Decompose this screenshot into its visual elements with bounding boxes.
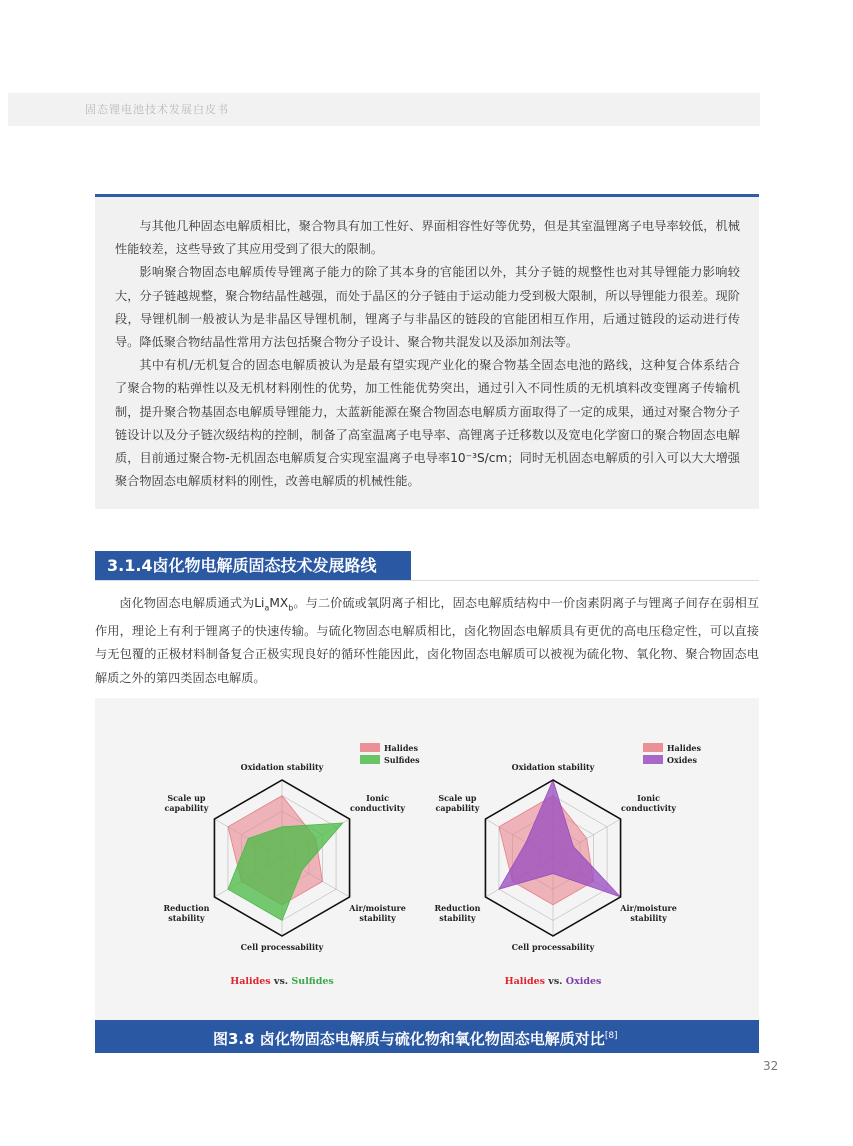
box-text: [115, 215, 740, 493]
axis-label: Scale up: [438, 793, 477, 803]
axis-label: conductivity: [621, 803, 677, 813]
formula-sub-a: a: [264, 603, 270, 613]
figure-caption-ref: [8]: [604, 1031, 618, 1041]
box-paragraph-1: 与其他几种固态电解质相比，聚合物具有加工性好、界面相容性好等优势，但是其室温锂离子电导率较低，机械性能较差，这些导致了其应用受到了很大的限制。: [115, 219, 740, 257]
axis-label: stability: [359, 913, 396, 923]
axis-label: Reduction: [434, 903, 481, 913]
chart-subtitle-part: Sulfides: [291, 976, 334, 987]
axis-label: Air/moisture: [349, 903, 406, 913]
axis-label: Reduction: [163, 903, 210, 913]
axis-label: Cell processability: [240, 942, 324, 952]
chart-subtitle: [505, 976, 602, 987]
chart-subtitle: [230, 976, 334, 987]
formula: [254, 596, 294, 613]
radar-charts-figure: [95, 698, 759, 1020]
legend-swatch: [643, 743, 663, 752]
formula-sub-b: b: [288, 603, 294, 613]
body-text: [95, 592, 759, 690]
axis-label: Ionic: [637, 793, 660, 803]
axis-label: Oxidation stability: [240, 762, 324, 772]
legend-label: Oxides: [667, 755, 697, 765]
chart-subtitle-part: vs.: [270, 976, 292, 987]
legend-label: Halides: [667, 743, 702, 753]
axis-label: Oxidation stability: [511, 762, 595, 772]
chart-subtitle-part: Halides: [504, 976, 545, 987]
formula-li: Li: [254, 596, 265, 610]
section-title-tail: [408, 551, 411, 580]
formula-mx: MX: [269, 596, 289, 610]
body-text-after-formula: 。与二价硫或氧阴离子相比，固态电解质结构中一价卤素阴离子与锂离子间存在弱相互作用，理论上有利于锂离子的快速传输。与硫化物固态电解质相比，卤化物固态电解质具有更优的高电压稳定性，可以直接与无包覆的正极材料制备复合正极实现良好的循环性能因此，卤化物固态电解质可以被视为硫化物、氧化物、聚合物固态电解质之外的第四类固态电解质。: [95, 596, 760, 685]
axis-label: Ionic: [366, 793, 389, 803]
axis-label: Cell processability: [511, 942, 595, 952]
axis-label: stability: [439, 913, 476, 923]
figure-caption-text: 图3.8 卤化物固态电解质与硫化物和氧化物固态电解质对比: [213, 1030, 605, 1048]
legend-swatch: [360, 755, 380, 764]
axis-label: stability: [168, 913, 205, 923]
legend-label: Sulfides: [384, 755, 420, 765]
body-paragraph: [95, 592, 759, 690]
section-underline: [95, 580, 759, 581]
chart-subtitle-part: vs.: [545, 976, 566, 987]
axis-label: conductivity: [350, 803, 406, 813]
radar-chart-1: [163, 743, 420, 987]
legend-swatch: [360, 743, 380, 752]
section-title: 3.1.4卤化物电解质固态技术发展路线: [95, 551, 408, 580]
page-number: 32: [763, 1059, 779, 1073]
body-text-before-formula: 卤化物固态电解质通式为: [119, 596, 255, 610]
axis-label: capability: [164, 803, 209, 813]
box-paragraph-3: 其中有机/无机复合的固态电解质被认为是最有望实现产业化的聚合物基全固态电池的路线，这种复合体系结合了聚合物的粘弹性以及无机材料刚性的优势，加工性能优势突出，通过引入不同性质的无机填料改变锂离子传输机制，提升聚合物基固态电解质导锂能力，太蓝新能源在聚合物固态电解质方面取得了一定的成果，通过对聚合物分子链设计以及分子链次级结构的控制，制备了高室温离子电导率、高锂离子迁移数以及宽电化学窗口的聚合物固态电解质，目前通过聚合物-无机固态电解质复合实现室温离子电导率10⁻³S/cm；同时无机固态电解质的引入可以大大增强聚合物固态电解质材料的刚性，改善电解质的机械性能。: [115, 358, 740, 489]
legend-label: Halides: [384, 743, 419, 753]
legend-swatch: [643, 755, 663, 764]
box-paragraph-2: 影响聚合物固态电解质传导锂离子能力的除了其本身的官能团以外，其分子链的规整性也对其导锂能力影响较大，分子链越规整，聚合物结晶性越强，而处于晶区的分子链由于运动能力受到极大限制，所以导锂能力很差。现阶段，导锂机制一般被认为是非晶区导锂机制，锂离子与非晶区的链段的官能团相互作用，后通过链段的运动进行传导。降低聚合物结晶性常用方法包括聚合物分子设计、聚合物共混发以及添加剂法等。: [115, 265, 740, 350]
running-header-title: 固态锂电池技术发展白皮书: [85, 103, 229, 116]
figure-caption: [95, 1020, 759, 1053]
radar-chart-2: [434, 743, 701, 987]
axis-label: Air/moisture: [620, 903, 677, 913]
axis-label: capability: [435, 803, 480, 813]
chart-subtitle-part: Oxides: [565, 976, 602, 987]
axis-label: Scale up: [167, 793, 206, 803]
chart-subtitle-part: Halides: [230, 976, 271, 987]
axis-label: stability: [630, 913, 667, 923]
